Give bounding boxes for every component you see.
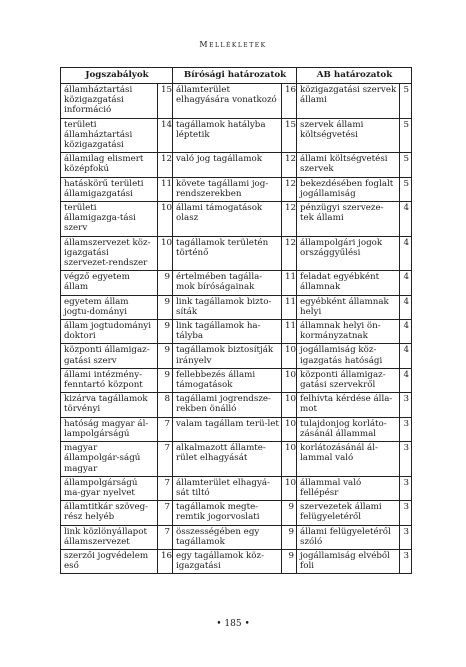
jogszabaly-term-cell: egyetem állam jogtu-dományi <box>61 295 158 319</box>
birosagi-term-cell: tagállamok megte-remtik jogorvoslati <box>173 501 282 525</box>
jogszabaly-count-cell: 12 <box>158 153 173 177</box>
birosagi-term-cell: tagállamok területén történő <box>173 236 282 271</box>
birosagi-term-cell: link tagállamok bizto-síták <box>173 295 282 319</box>
jogszabaly-term-cell: területi államigazga-tási szerv <box>61 202 158 237</box>
birosagi-term-cell: valam tagállam terü-let <box>173 417 282 441</box>
jogszabaly-count-cell: 11 <box>158 177 173 201</box>
birosagi-count-cell: 9 <box>282 501 297 525</box>
birosagi-term-cell: összességében egy tagállamok <box>173 525 282 549</box>
page-number: • 185 • <box>216 619 250 629</box>
birosagi-term-cell: államterület elhagyá-sát tiltó <box>173 476 282 500</box>
birosagi-count-cell: 12 <box>282 177 297 201</box>
jogszabaly-count-cell: 10 <box>158 202 173 237</box>
frequency-table <box>60 67 412 574</box>
birosagi-count-cell: 10 <box>282 442 297 477</box>
table-row <box>61 549 412 573</box>
table-row <box>61 84 412 119</box>
ab-term-cell: pénzügyi szerveze-tek állami <box>297 202 400 237</box>
ab-term-cell: korlátozásánál ál-lammal való <box>297 442 400 477</box>
table-row <box>61 153 412 177</box>
ab-term-cell: tulajdonjog korláto-zásánál állammal <box>297 417 400 441</box>
header-birosagi-hatarozatok: Bírósági határozatok <box>173 68 297 84</box>
birosagi-count-cell: 11 <box>282 295 297 319</box>
ab-term-cell: állampolgári jogok országgyűlési <box>297 236 400 271</box>
jogszabaly-count-cell: 9 <box>158 295 173 319</box>
ab-term-cell: szervezetek állami felügyeletéről <box>297 501 400 525</box>
table-row <box>61 320 412 344</box>
ab-term-cell: központi államigaz-gatási szervekről <box>297 368 400 392</box>
ab-count-cell: 3 <box>400 393 412 417</box>
ab-term-cell: állami felügyeletéről szóló <box>297 525 400 549</box>
ab-term-cell: bekezdésében foglalt jogállamiság <box>297 177 400 201</box>
table-row <box>61 417 412 441</box>
jogszabaly-count-cell: 7 <box>158 476 173 500</box>
ab-term-cell: jogállamiság köz-igazgatás hatósági <box>297 344 400 368</box>
table-row <box>61 295 412 319</box>
running-head: Mellékletek <box>199 40 267 49</box>
ab-count-cell: 5 <box>400 84 412 119</box>
birosagi-count-cell: 9 <box>282 549 297 573</box>
header-ab-hatarozatok: AB határozatok <box>297 68 412 84</box>
birosagi-count-cell: 12 <box>282 202 297 237</box>
jogszabaly-count-cell: 10 <box>158 236 173 271</box>
ab-count-cell: 5 <box>400 153 412 177</box>
table-row <box>61 476 412 500</box>
ab-count-cell: 4 <box>400 344 412 368</box>
ab-term-cell: közigazgatási szervek állami <box>297 84 400 119</box>
birosagi-count-cell: 15 <box>282 118 297 153</box>
birosagi-term-cell: államterület elhagyására vonatkozó <box>173 84 282 119</box>
birosagi-term-cell: link tagállamok ha-tályba <box>173 320 282 344</box>
birosagi-term-cell: egy tagállamok köz-igazgatási <box>173 549 282 573</box>
jogszabaly-count-cell: 7 <box>158 442 173 477</box>
jogszabaly-term-cell: központi államigaz-gatási szerv <box>61 344 158 368</box>
jogszabaly-term-cell: államháztartási közigazgatási információ <box>61 84 158 119</box>
ab-term-cell: felhívta kérdése álla-mot <box>297 393 400 417</box>
ab-count-cell: 5 <box>400 177 412 201</box>
ab-term-cell: feladat egyébként államnak <box>297 271 400 295</box>
ab-term-cell: állami költségvetési szervek <box>297 153 400 177</box>
ab-count-cell: 4 <box>400 271 412 295</box>
ab-count-cell: 4 <box>400 236 412 271</box>
table-row <box>61 393 412 417</box>
birosagi-count-cell: 16 <box>282 84 297 119</box>
jogszabaly-count-cell: 9 <box>158 368 173 392</box>
table-row <box>61 118 412 153</box>
ab-count-cell: 4 <box>400 295 412 319</box>
jogszabaly-count-cell: 7 <box>158 525 173 549</box>
table-row <box>61 202 412 237</box>
birosagi-count-cell: 11 <box>282 320 297 344</box>
birosagi-term-cell: való jog tagállamok <box>173 153 282 177</box>
jogszabaly-term-cell: szerzői jogvédelem eső <box>61 549 158 573</box>
ab-term-cell: állammal való fellépésr <box>297 476 400 500</box>
jogszabaly-term-cell: állampolgárságú ma-gyar nyelvet <box>61 476 158 500</box>
ab-term-cell: egyébként államnak helyi <box>297 295 400 319</box>
birosagi-count-cell: 11 <box>282 271 297 295</box>
table-body <box>61 84 412 574</box>
jogszabaly-term-cell: állami intézmény-fenntartó központ <box>61 368 158 392</box>
jogszabaly-count-cell: 15 <box>158 84 173 119</box>
birosagi-count-cell: 12 <box>282 153 297 177</box>
jogszabaly-term-cell: államilag elismert középfokú <box>61 153 158 177</box>
table-row <box>61 271 412 295</box>
birosagi-term-cell: követe tagállami jog-rendszerekben <box>173 177 282 201</box>
jogszabaly-count-cell: 14 <box>158 118 173 153</box>
birosagi-count-cell: 12 <box>282 236 297 271</box>
table-row <box>61 344 412 368</box>
birosagi-term-cell: tagállamok hatályba léptetik <box>173 118 282 153</box>
ab-count-cell: 3 <box>400 525 412 549</box>
jogszabaly-term-cell: területi államháztartási közigazgatási <box>61 118 158 153</box>
birosagi-count-cell: 10 <box>282 368 297 392</box>
jogszabaly-term-cell: magyar állampolgár-ságú magyar <box>61 442 158 477</box>
jogszabaly-count-cell: 9 <box>158 320 173 344</box>
ab-count-cell: 5 <box>400 118 412 153</box>
ab-count-cell: 4 <box>400 320 412 344</box>
jogszabaly-count-cell: 9 <box>158 344 173 368</box>
jogszabaly-term-cell: államtitkár szöveg-rész helyéb <box>61 501 158 525</box>
jogszabaly-term-cell: kizárva tagállamok törvényi <box>61 393 158 417</box>
ab-count-cell: 3 <box>400 549 412 573</box>
jogszabaly-term-cell: hatóság magyar ál-lampolgárságú <box>61 417 158 441</box>
ab-count-cell: 3 <box>400 442 412 477</box>
jogszabaly-term-cell: államszervezet köz-igazgatási szervezet-rendszer <box>61 236 158 271</box>
ab-count-cell: 4 <box>400 202 412 237</box>
birosagi-term-cell: tagállami jogrendsze-rekben önálló <box>173 393 282 417</box>
birosagi-term-cell: tagállamok biztosítják irányelv <box>173 344 282 368</box>
header-row <box>61 68 412 84</box>
ab-count-cell: 3 <box>400 417 412 441</box>
birosagi-term-cell: fellebbezés állami támogatások <box>173 368 282 392</box>
jogszabaly-count-cell: 8 <box>158 393 173 417</box>
jogszabaly-term-cell: link közlönyállapot államszervezet <box>61 525 158 549</box>
birosagi-count-cell: 9 <box>282 525 297 549</box>
birosagi-term-cell: értelmében tagálla-mok bíróságainak <box>173 271 282 295</box>
birosagi-count-cell: 10 <box>282 417 297 441</box>
jogszabaly-count-cell: 7 <box>158 501 173 525</box>
ab-term-cell: jogállamiság elvéből foli <box>297 549 400 573</box>
birosagi-count-cell: 10 <box>282 393 297 417</box>
header-jogszabalyok: Jogszabályok <box>61 68 173 84</box>
birosagi-term-cell: állami támogatások olasz <box>173 202 282 237</box>
jogszabaly-term-cell: hatáskörű területi államigazgatási <box>61 177 158 201</box>
birosagi-count-cell: 10 <box>282 344 297 368</box>
table-row <box>61 525 412 549</box>
ab-term-cell: államnak helyi ön-kormányzatnak <box>297 320 400 344</box>
ab-count-cell: 4 <box>400 368 412 392</box>
birosagi-term-cell: alkalmazott államte-rület elhagyását <box>173 442 282 477</box>
jogszabaly-count-cell: 7 <box>158 417 173 441</box>
table-row <box>61 501 412 525</box>
table-row <box>61 236 412 271</box>
ab-term-cell: szervek állami költségvetési <box>297 118 400 153</box>
ab-count-cell: 3 <box>400 501 412 525</box>
table-row <box>61 442 412 477</box>
ab-count-cell: 3 <box>400 476 412 500</box>
table-row <box>61 177 412 201</box>
jogszabaly-term-cell: állam jogtudományi doktori <box>61 320 158 344</box>
birosagi-count-cell: 10 <box>282 476 297 500</box>
jogszabaly-count-cell: 9 <box>158 271 173 295</box>
jogszabaly-term-cell: végző egyetem állam <box>61 271 158 295</box>
table-row <box>61 368 412 392</box>
jogszabaly-count-cell: 16 <box>158 549 173 573</box>
